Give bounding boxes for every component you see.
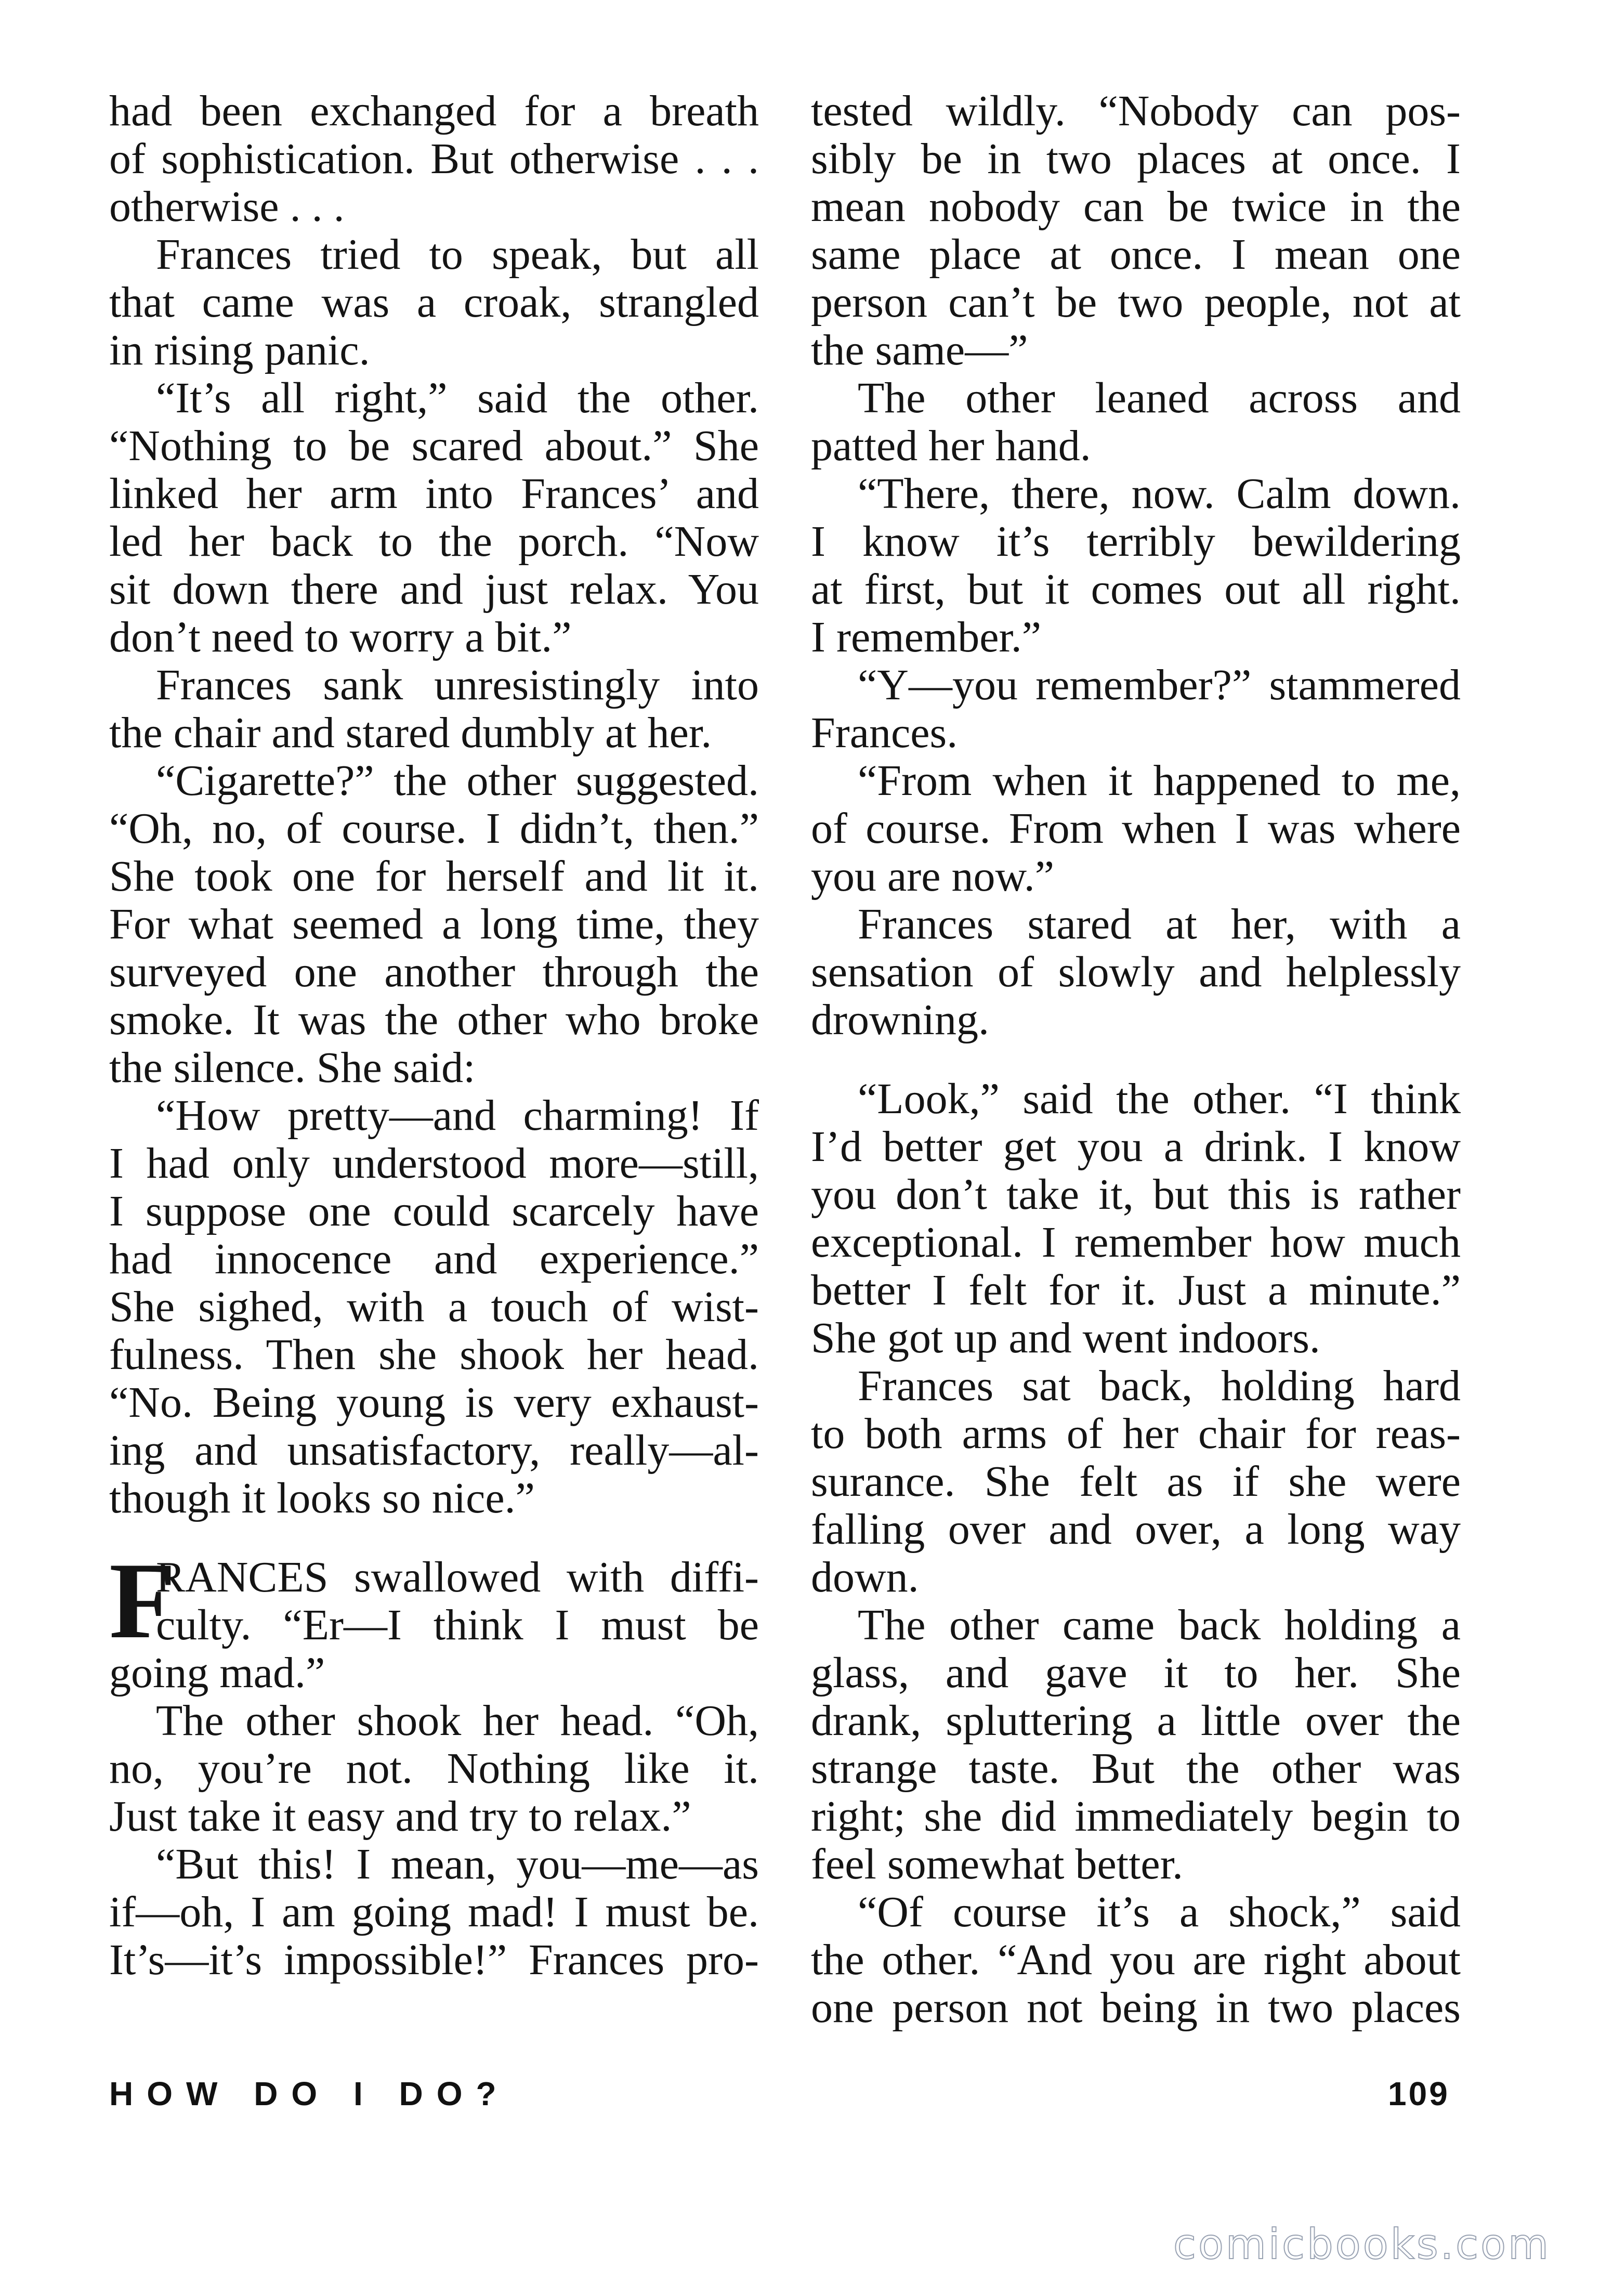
text-line: had been exchanged for a breath [109, 87, 759, 135]
text-line: down. [811, 1553, 919, 1601]
text-line: The other came back holding a [858, 1601, 1461, 1649]
text-line: going mad.” [109, 1649, 325, 1697]
text-line: at first, but it comes out all right. [811, 565, 1461, 614]
text-line: patted her hand. [811, 422, 1091, 470]
text-line: right; she did immediately begin to [811, 1792, 1461, 1841]
text-line: surance. She felt as if she were [811, 1457, 1461, 1506]
watermark-logo: comicbooks.com [1173, 2220, 1551, 2268]
text-line: had innocence and experience.” [109, 1235, 759, 1283]
text-line: Frances tried to speak, but all [156, 230, 759, 279]
text-line: the chair and stared dumbly at her. [109, 709, 712, 757]
text-line: The other leaned across and [858, 374, 1461, 422]
text-line: “From when it happened to me, [858, 756, 1461, 805]
text-line: otherwise . . . [109, 182, 345, 231]
text-line: Frances sat back, holding hard [858, 1362, 1461, 1410]
text-line: exceptional. I remember how much [811, 1218, 1461, 1267]
text-line: same place at once. I mean one [811, 230, 1461, 279]
text-line: Just take it easy and try to relax.” [109, 1792, 691, 1841]
text-line: “Look,” said the other. “I think [858, 1075, 1461, 1123]
text-line: “Oh, no, of course. I didn’t, then.” [109, 804, 759, 853]
text-line: the same—” [811, 326, 1028, 374]
text-line: linked her arm into Frances’ and [109, 469, 759, 518]
text-line: that came was a croak, strangled [109, 278, 759, 327]
text-line: “But this! I mean, you—me—as [156, 1840, 759, 1888]
text-line: of sophistication. But otherwise . . . [109, 135, 759, 183]
text-line: in rising panic. [109, 326, 370, 374]
text-line: the silence. She said: [109, 1043, 476, 1092]
text-line: She took one for herself and lit it. [109, 852, 759, 901]
text-line: “It’s all right,” said the other. [156, 374, 759, 422]
text-line: tested wildly. “Nobody can pos- [811, 87, 1461, 135]
text-line: person can’t be two people, not at [811, 278, 1461, 327]
text-line: mean nobody can be twice in the [811, 182, 1461, 231]
text-line: surveyed one another through the [109, 948, 759, 996]
text-line: I remember.” [811, 613, 1042, 661]
page-number: 109 [1388, 2075, 1450, 2112]
text-line: She sighed, with a touch of wist- [109, 1283, 759, 1331]
text-line: “How pretty—and charming! If [156, 1091, 759, 1140]
text-line: you don’t take it, but this is rather [811, 1170, 1461, 1219]
text-line: feel somewhat better. [811, 1840, 1184, 1888]
text-line: I know it’s terribly bewildering [811, 517, 1461, 566]
text-line: Frances. [811, 709, 958, 757]
text-line: ing and unsatisfactory, really—al- [109, 1426, 759, 1475]
text-line: fulness. Then she shook her head. [109, 1330, 759, 1379]
text-line: “No. Being young is very exhaust- [109, 1378, 759, 1427]
text-line: if—oh, I am going mad! I must be. [109, 1888, 759, 1936]
text-line: falling over and over, a long way [811, 1505, 1461, 1554]
text-line: drowning. [811, 996, 989, 1044]
text-line: “There, there, now. Calm down. [858, 469, 1461, 518]
text-line: glass, and gave it to her. She [811, 1649, 1461, 1697]
text-line: “Y—you remember?” stammered [858, 661, 1461, 709]
text-line: Frances sank unresistingly into [156, 661, 759, 709]
left-column [109, 87, 759, 1984]
right-column [811, 87, 1461, 2032]
text-line: RANCES swallowed with diffi- [156, 1553, 759, 1601]
text-line: though it looks so nice.” [109, 1474, 535, 1522]
text-line: drank, spluttering a little over the [811, 1697, 1461, 1745]
text-line: “Of course it’s a shock,” said [858, 1888, 1461, 1936]
text-line: don’t need to worry a bit.” [109, 613, 572, 661]
text-line: of course. From when I was where [811, 804, 1461, 853]
text-line: The other shook her head. “Oh, [156, 1697, 759, 1745]
text-line: sensation of slowly and helplessly [811, 948, 1461, 996]
text-line: It’s—it’s impossible!” Frances pro- [109, 1936, 759, 1984]
text-line: “Nothing to be scared about.” She [109, 422, 759, 470]
text-line: led her back to the porch. “Now [109, 517, 759, 566]
text-line: Frances stared at her, with a [858, 900, 1461, 948]
text-line: better I felt for it. Just a minute.” [811, 1266, 1461, 1314]
running-title: HOW DO I DO? [109, 2075, 510, 2112]
text-line: one person not being in two places [811, 1984, 1461, 2032]
text-line: I’d better get you a drink. I know [811, 1123, 1461, 1171]
text-line: smoke. It was the other who broke [109, 996, 759, 1044]
text-line: to both arms of her chair for reas- [811, 1410, 1461, 1458]
text-line: culty. “Er—I think I must be [156, 1601, 759, 1649]
text-line: I suppose one could scarcely have [109, 1187, 759, 1235]
drop-cap: F [109, 1541, 176, 1661]
text-line: you are now.” [811, 852, 1055, 901]
text-line: sit down there and just relax. You [109, 565, 759, 614]
text-line: “Cigarette?” the other suggested. [156, 756, 759, 805]
text-line: She got up and went indoors. [811, 1314, 1320, 1362]
text-line: strange taste. But the other was [811, 1744, 1461, 1793]
text-line: no, you’re not. Nothing like it. [109, 1744, 759, 1793]
text-line: For what seemed a long time, they [109, 900, 759, 948]
text-line: sibly be in two places at once. I [811, 135, 1461, 183]
text-line: the other. “And you are right about [811, 1936, 1461, 1984]
text-line: I had only understood more—still, [109, 1139, 759, 1188]
